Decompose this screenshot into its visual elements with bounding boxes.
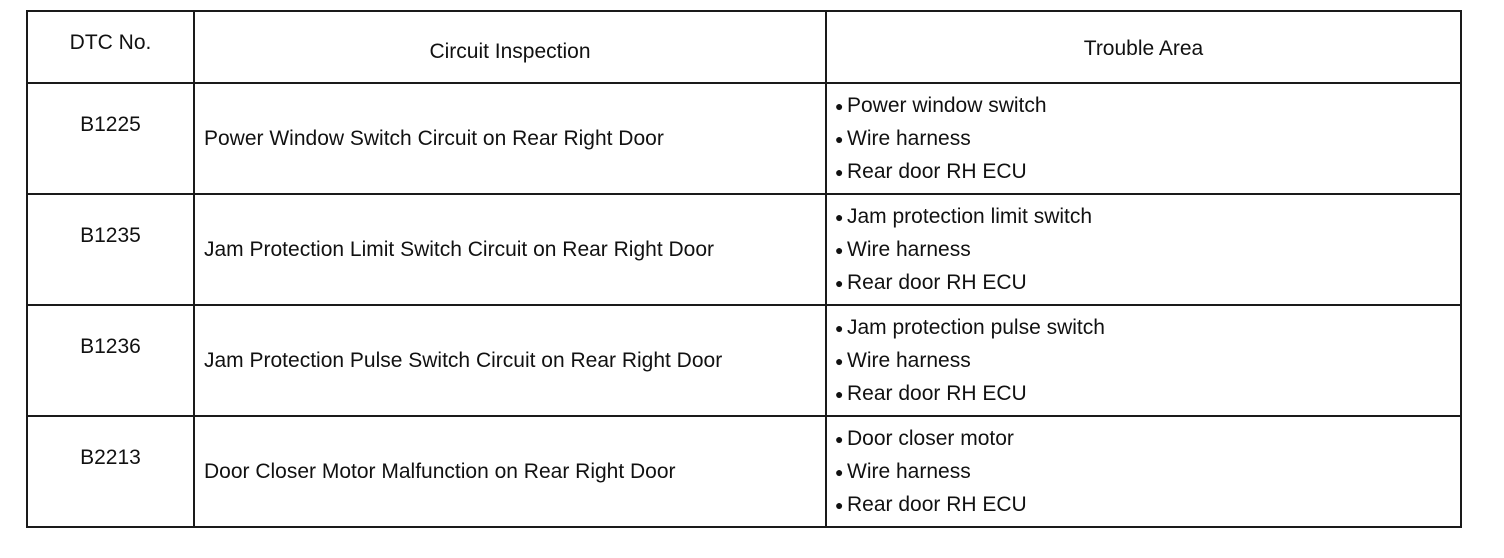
bullet-icon: ● <box>835 464 844 480</box>
bullet-icon: ● <box>835 242 844 258</box>
circuit-inspection: Jam Protection Pulse Switch Circuit on Rear Right Door <box>194 305 826 416</box>
trouble-area-item: ● Wire harness <box>835 344 1460 377</box>
header-row <box>27 11 1461 83</box>
trouble-area <box>826 83 1461 194</box>
bullet-icon: ● <box>835 164 844 180</box>
table-row <box>27 416 1461 527</box>
circuit-inspection: Door Closer Motor Malfunction on Rear Right Door <box>194 416 826 527</box>
trouble-area-item: ● Power window switch <box>835 89 1460 122</box>
trouble-area-item: ● Jam protection pulse switch <box>835 311 1460 344</box>
trouble-area <box>826 416 1461 527</box>
bullet-icon: ● <box>835 275 844 291</box>
trouble-area-item: ● Wire harness <box>835 233 1460 266</box>
trouble-area-item: ● Door closer motor <box>835 422 1460 455</box>
bullet-icon: ● <box>835 353 844 369</box>
trouble-area-item: ● Wire harness <box>835 455 1460 488</box>
header-dtc-no: DTC No. <box>27 11 194 83</box>
circuit-inspection: Jam Protection Limit Switch Circuit on Rear Right Door <box>194 194 826 305</box>
bullet-icon: ● <box>835 497 844 513</box>
header-circuit-inspection: Circuit Inspection <box>194 11 826 83</box>
table-row <box>27 83 1461 194</box>
trouble-area-list <box>835 200 1460 299</box>
trouble-area-item: ● Rear door RH ECU <box>835 488 1460 521</box>
trouble-area-item: ● Wire harness <box>835 122 1460 155</box>
bullet-icon: ● <box>835 209 844 225</box>
bullet-icon: ● <box>835 131 844 147</box>
trouble-area-list <box>835 311 1460 410</box>
dtc-code: B1235 <box>27 194 194 305</box>
trouble-area-item: ● Jam protection limit switch <box>835 200 1460 233</box>
header-trouble-area: Trouble Area <box>826 11 1461 83</box>
trouble-area-item: ● Rear door RH ECU <box>835 155 1460 188</box>
bullet-icon: ● <box>835 386 844 402</box>
table-row <box>27 305 1461 416</box>
trouble-area <box>826 305 1461 416</box>
circuit-inspection: Power Window Switch Circuit on Rear Right Door <box>194 83 826 194</box>
dtc-table <box>26 10 1462 528</box>
dtc-code: B1225 <box>27 83 194 194</box>
bullet-icon: ● <box>835 320 844 336</box>
trouble-area-list <box>835 422 1460 521</box>
trouble-area <box>826 194 1461 305</box>
bullet-icon: ● <box>835 431 844 447</box>
dtc-code: B2213 <box>27 416 194 527</box>
table-row <box>27 194 1461 305</box>
trouble-area-list <box>835 89 1460 188</box>
bullet-icon: ● <box>835 98 844 114</box>
trouble-area-item: ● Rear door RH ECU <box>835 377 1460 410</box>
trouble-area-item: ● Rear door RH ECU <box>835 266 1460 299</box>
dtc-code: B1236 <box>27 305 194 416</box>
